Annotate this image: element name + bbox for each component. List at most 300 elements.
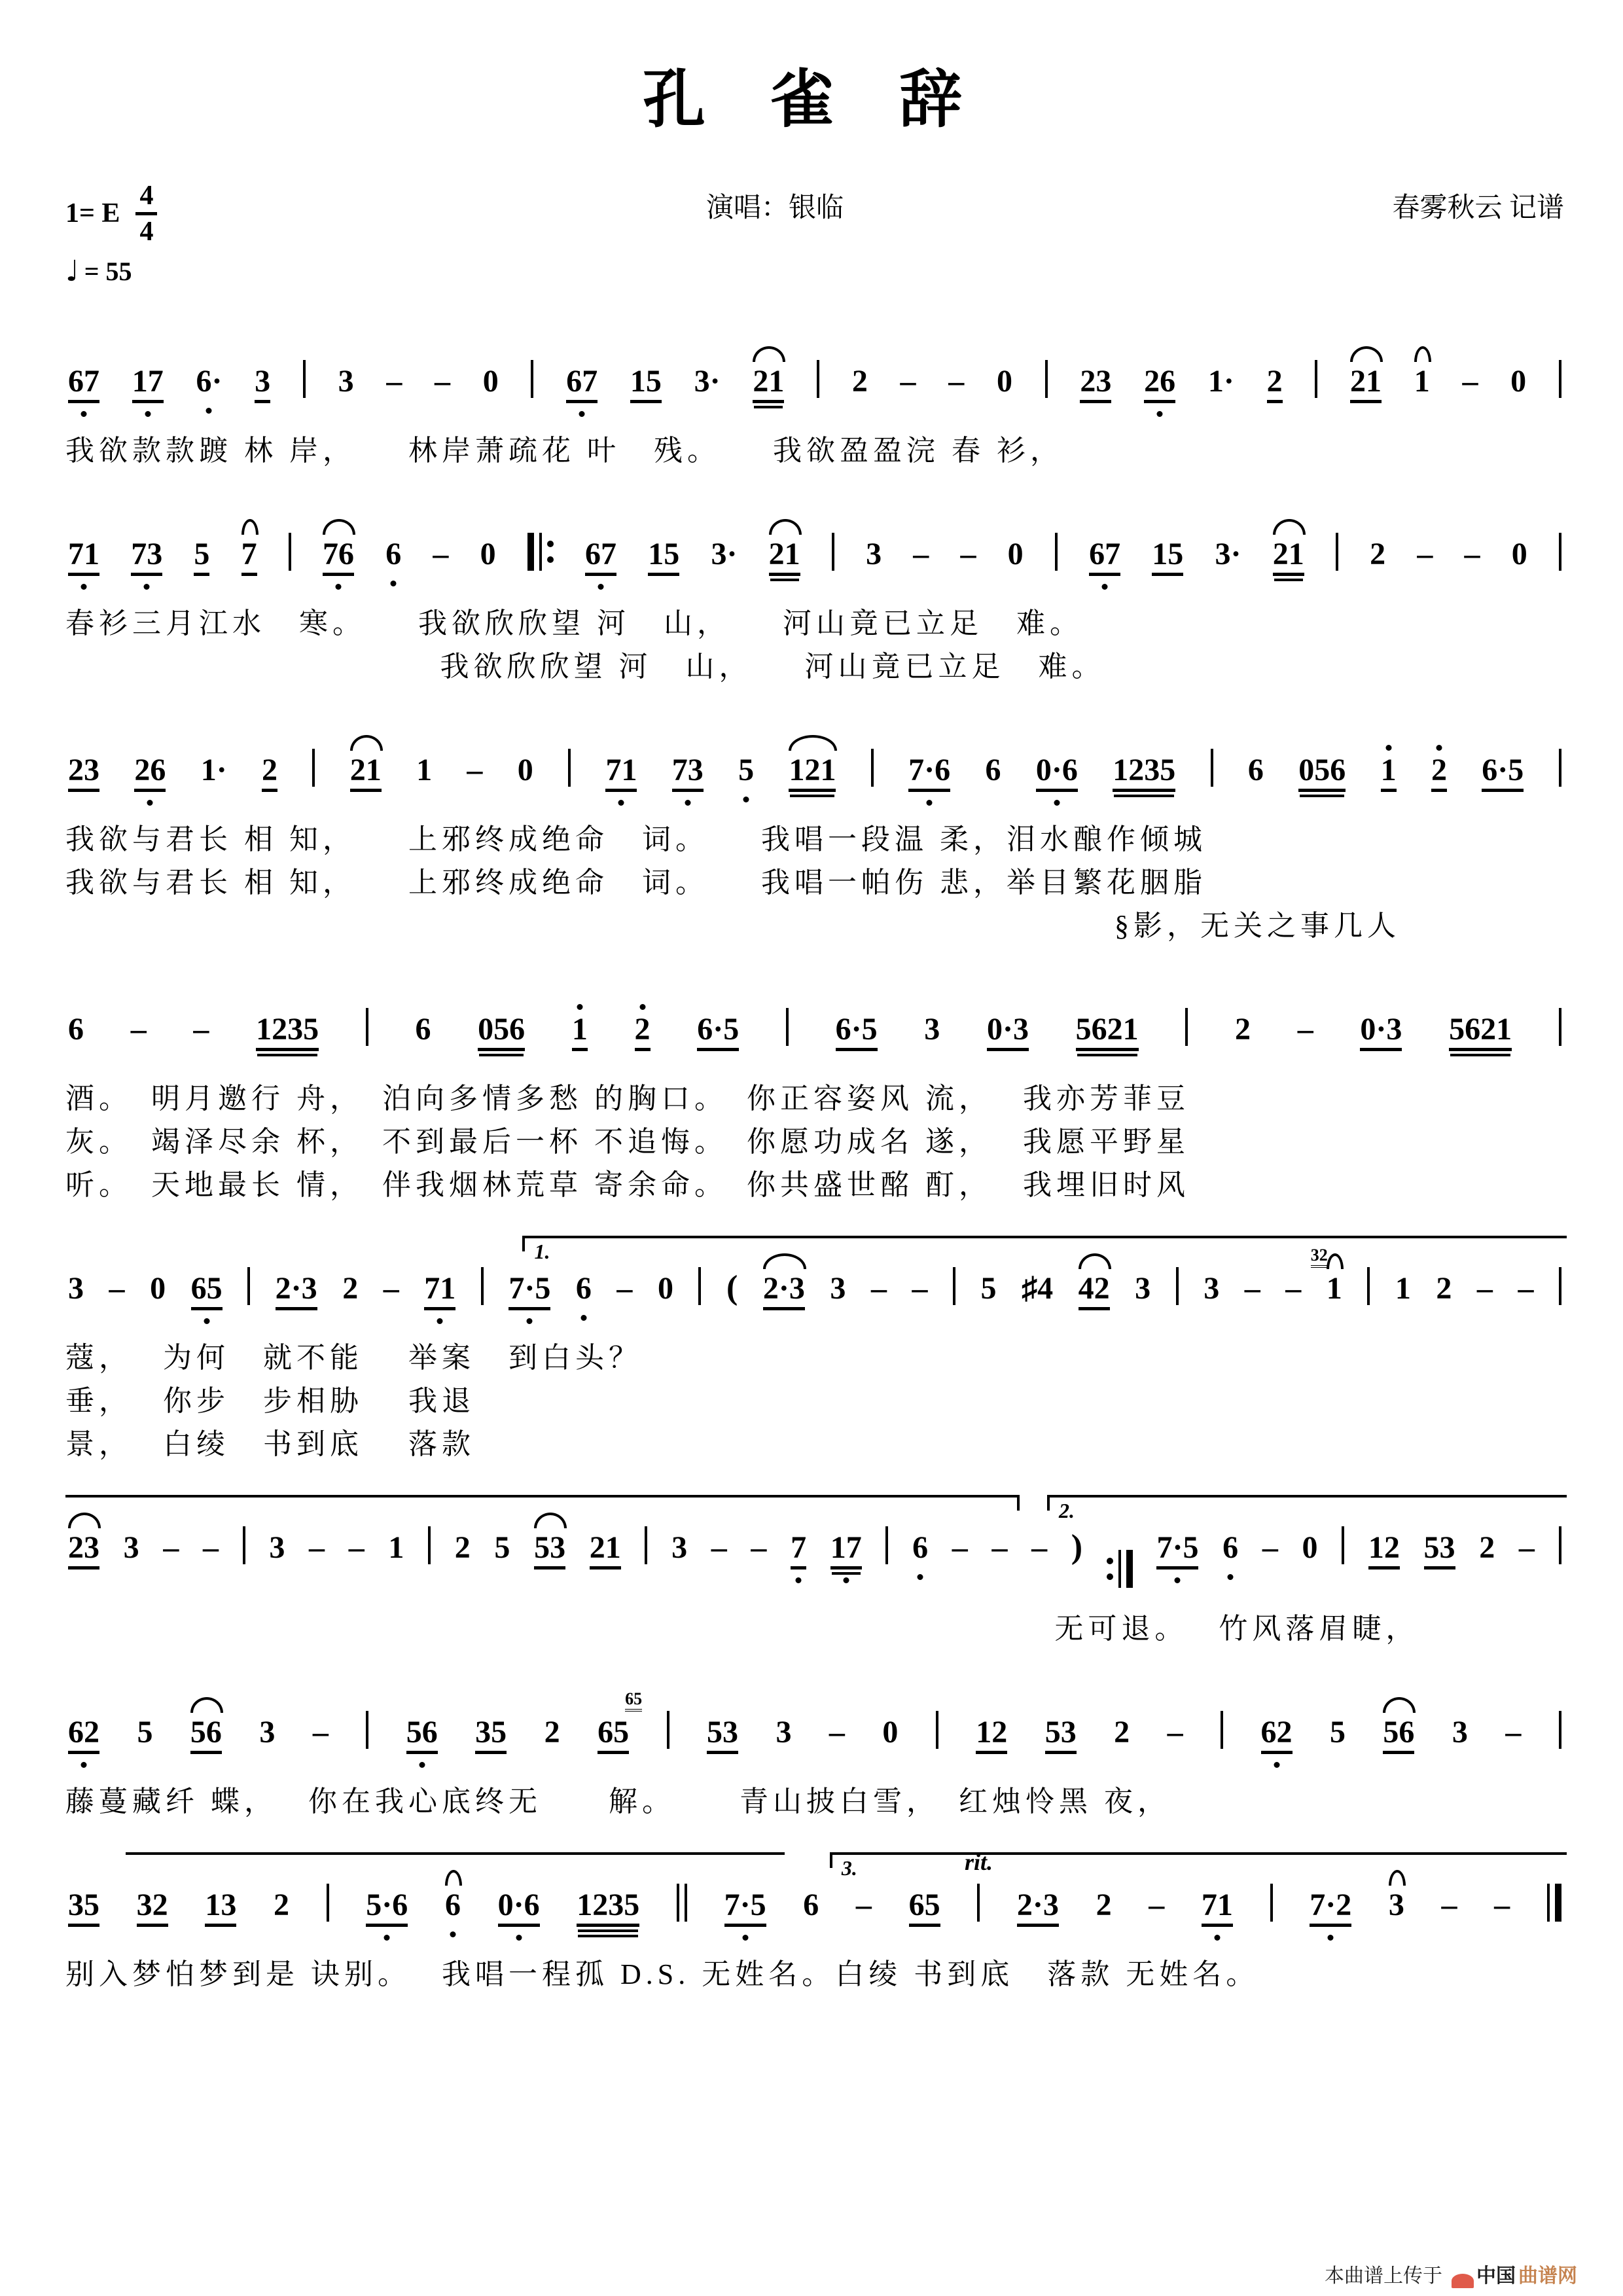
octave-dot-below	[918, 1574, 923, 1580]
barline	[568, 749, 571, 787]
slur-arc	[350, 735, 383, 751]
note-number: 2	[1479, 1530, 1495, 1565]
duration-dash: –	[203, 1530, 219, 1565]
slur-arc	[1389, 1870, 1406, 1886]
note-number: 1235	[1113, 755, 1175, 792]
barline	[1221, 1711, 1223, 1749]
note-number: 0	[480, 536, 496, 571]
note-number: 65	[191, 1273, 223, 1310]
lyric-row: 灰。 竭泽尽余 杯， 不到最后一杯 不追悔。 你愿功成名 遂， 我愿平野星	[65, 1125, 1190, 1158]
duration-dash: –	[960, 536, 976, 571]
note-number: 2	[1096, 1887, 1112, 1922]
note-number: 21	[1350, 366, 1382, 403]
note-token	[575, 1270, 592, 1307]
note-token	[1360, 1011, 1402, 1051]
lyric-row: 听。 天地最长 情， 伴我烟林荒草 寄余命。 你共盛世酩 酊， 我埋旧时风	[65, 1168, 1190, 1201]
duration-dash: –	[1441, 1887, 1457, 1922]
transcriber-credit: 春雾秋云 记谱	[1392, 192, 1564, 223]
note-number: 5	[980, 1270, 997, 1306]
barline	[871, 749, 874, 787]
duration-dash: –	[435, 363, 451, 399]
octave-dot-below	[384, 1935, 390, 1941]
note-token	[1007, 536, 1024, 573]
barline	[366, 1711, 368, 1749]
barline	[1342, 1526, 1344, 1564]
octave-dot-below	[742, 1935, 748, 1941]
system-7	[65, 1670, 1564, 1823]
final-barline-part	[1547, 1884, 1550, 1922]
note-token	[475, 1714, 507, 1754]
note-number: 5	[494, 1530, 510, 1565]
duration-dash: –	[711, 1530, 727, 1565]
note-token	[275, 1270, 317, 1310]
note-number: 73	[672, 755, 704, 792]
tempo-value: = 55	[84, 256, 132, 286]
duration-dash: –	[1262, 1530, 1278, 1565]
note-number: 2	[342, 1270, 359, 1306]
note-token	[1016, 1887, 1059, 1927]
octave-dot-below	[437, 1318, 443, 1324]
note-token	[136, 1887, 168, 1927]
note-number: 21	[1273, 539, 1304, 576]
volta-label: 3.	[841, 1856, 857, 1880]
note-token	[789, 752, 836, 792]
note-number: 6	[912, 1530, 929, 1565]
note-token	[706, 1714, 738, 1754]
note-number: 6	[415, 1011, 431, 1047]
note-number: 0·6	[498, 1890, 540, 1927]
note-number: 21	[753, 366, 784, 403]
slur-arc	[534, 1513, 567, 1528]
slur-arc	[323, 519, 355, 535]
note-row	[65, 967, 1564, 1077]
system-2	[65, 492, 1564, 689]
note-number: 7·5	[724, 1890, 766, 1927]
note-token	[259, 1714, 276, 1751]
watermark-text: 本曲谱上传于	[1325, 2265, 1442, 2287]
note-token	[1350, 363, 1382, 403]
duration-dash: –	[948, 363, 965, 399]
note-token	[508, 1270, 551, 1310]
duration-dash: –	[109, 1270, 125, 1306]
note-token	[738, 752, 755, 789]
note-number: 6	[1222, 1530, 1239, 1565]
note-token	[1436, 1270, 1452, 1307]
slur-arc	[763, 1253, 806, 1269]
note-token	[671, 1532, 687, 1566]
note-token	[1388, 1887, 1404, 1924]
duration-dash: –	[870, 1270, 887, 1306]
double-barline-part	[685, 1884, 687, 1922]
barline	[1211, 749, 1213, 787]
barline	[786, 1008, 789, 1046]
note-token	[776, 1714, 792, 1751]
note-number: 6	[575, 1270, 592, 1306]
phrase-paren: )	[1071, 1528, 1083, 1566]
note-token	[1370, 536, 1386, 573]
note-token	[262, 752, 278, 792]
note-token	[1144, 363, 1176, 403]
barline	[428, 1526, 431, 1564]
octave-dot-below	[1102, 584, 1108, 590]
system-5	[65, 1227, 1564, 1466]
note-number: 35	[68, 1890, 99, 1927]
lyric-row: 酒。 明月邀行 舟， 泊向多情多愁 的胸口。 你正容姿风 流， 我亦芳菲豆	[65, 1082, 1190, 1115]
note-number: 6	[985, 752, 1001, 787]
duration-dash: –	[1285, 1270, 1302, 1306]
note-token	[1449, 1011, 1512, 1051]
note-number: 6	[444, 1887, 461, 1922]
note-number: 26	[134, 755, 166, 792]
barline	[1559, 1267, 1561, 1305]
note-token	[1452, 1714, 1468, 1751]
duration-dash: –	[1518, 1270, 1534, 1306]
note-row	[65, 492, 1564, 602]
barline	[1559, 1008, 1561, 1046]
note-token	[134, 752, 166, 792]
note-token	[196, 363, 223, 400]
note-token	[455, 1532, 471, 1566]
note-number: 6·5	[697, 1014, 739, 1051]
octave-dot-below	[1214, 1935, 1220, 1941]
note-number: 2	[1267, 366, 1283, 403]
note-number: 12	[976, 1717, 1007, 1754]
note-token	[269, 1532, 285, 1566]
lyric-row: 我欲欣欣望 河 山， 河山竟已立足 难。	[440, 650, 1105, 683]
key-signature	[65, 182, 157, 245]
note-number: 21	[769, 539, 800, 576]
note-token	[255, 363, 271, 403]
note-token	[68, 1887, 99, 1927]
meter-bottom: 4	[139, 216, 154, 247]
note-token	[753, 363, 785, 403]
barline	[312, 749, 315, 787]
note-number: 6	[385, 536, 402, 571]
tempo-text: rit.	[965, 1848, 993, 1875]
barline	[303, 360, 306, 398]
note-token	[388, 1532, 404, 1566]
duration-dash: –	[1518, 1530, 1535, 1565]
note-token	[68, 363, 99, 403]
duration-dash: –	[383, 1270, 399, 1306]
note-token	[1035, 752, 1078, 792]
duration-dash: –	[1464, 536, 1480, 571]
note-number: 2	[454, 1530, 471, 1565]
note-number: 7	[791, 1532, 806, 1570]
duration-dash: –	[1476, 1270, 1493, 1306]
note-number: 0	[1511, 536, 1527, 571]
barline	[1559, 749, 1561, 787]
dot	[1107, 1573, 1113, 1580]
duration-dash: –	[1149, 1887, 1165, 1922]
barline	[247, 1267, 250, 1305]
octave-dot-below	[419, 1762, 425, 1768]
octave-dot-below	[81, 411, 87, 417]
note-number: 3	[68, 1270, 84, 1306]
note-number: 0	[1302, 1530, 1318, 1565]
note-token	[1044, 1714, 1077, 1754]
duration-dash: –	[312, 1714, 329, 1749]
note-token	[1395, 1270, 1411, 1307]
note-number: 21	[590, 1532, 621, 1570]
note-number: 3	[924, 1011, 940, 1047]
barline	[977, 1884, 980, 1922]
duration-dash: –	[130, 1011, 147, 1047]
note-number: 0	[517, 752, 533, 787]
note-number: 1	[388, 1530, 404, 1565]
note-number: 53	[1424, 1532, 1455, 1570]
note-number: 3	[866, 536, 882, 571]
note-number: 2	[1235, 1011, 1251, 1047]
system-4	[65, 967, 1564, 1207]
note-token	[131, 536, 163, 576]
note-token	[1302, 1532, 1318, 1566]
duration-dash: –	[751, 1530, 767, 1565]
duration-dash: –	[467, 752, 483, 787]
octave-dot-below	[516, 1935, 522, 1941]
note-number: 0	[150, 1270, 166, 1306]
octave-dot-below	[579, 411, 585, 417]
barline	[1185, 1008, 1188, 1046]
barline	[1045, 360, 1048, 398]
site-logo-site: 曲谱网	[1518, 2265, 1577, 2287]
note-number: 7·5	[1156, 1532, 1198, 1570]
note-number: 71	[68, 539, 99, 576]
duration-dash: –	[912, 1270, 928, 1306]
note-token	[851, 363, 868, 400]
note-number: 17	[830, 1532, 862, 1570]
time-signature	[135, 182, 157, 245]
note-number: 1235	[256, 1014, 319, 1051]
barline	[667, 1711, 669, 1749]
barline	[1055, 533, 1058, 571]
note-number: 76	[323, 539, 354, 576]
note-token	[1260, 1714, 1293, 1754]
barline	[832, 533, 834, 571]
note-token	[724, 1887, 766, 1927]
note-token	[976, 1714, 1008, 1754]
note-number: 5621	[1076, 1014, 1139, 1051]
grace-note: 65	[625, 1691, 642, 1712]
note-token	[605, 752, 637, 792]
note-token	[694, 363, 721, 400]
note-token	[1310, 1245, 1342, 1307]
duration-dash: –	[348, 1530, 365, 1565]
system-8	[65, 1843, 1564, 1996]
note-token	[205, 1887, 237, 1927]
barline	[243, 1526, 245, 1564]
lyric-row: 我欲与君长 相 知， 上邪终成绝命 词。 我唱一段温 柔，泪水酿作倾城	[65, 823, 1207, 855]
note-token	[1482, 752, 1524, 792]
octave-dot-below	[843, 1577, 849, 1583]
note-number: 2	[262, 755, 277, 792]
note-number: 13	[205, 1890, 236, 1927]
duration-dash: –	[913, 536, 929, 571]
note-number: 56	[190, 1717, 222, 1754]
octave-dot-below	[81, 1762, 87, 1768]
note-number: 65	[909, 1890, 940, 1927]
note-token	[1266, 363, 1283, 403]
note-token	[835, 1011, 878, 1051]
note-number: ♯4	[1022, 1270, 1054, 1306]
barline	[698, 1267, 701, 1305]
note-number: 5	[194, 539, 209, 576]
note-token	[366, 1887, 408, 1927]
duration-dash: –	[1297, 1011, 1313, 1047]
octave-dot-below	[145, 411, 151, 417]
note-token	[342, 1270, 359, 1307]
lyric-row: §影，无关之事几人	[1115, 909, 1400, 942]
note-token	[200, 752, 227, 789]
note-number: 0·3	[1360, 1014, 1402, 1051]
note-token	[996, 363, 1012, 400]
note-number: 3	[1135, 1270, 1151, 1306]
note-number: 3·	[711, 536, 738, 571]
watermark	[1325, 2259, 1577, 2288]
note-token	[480, 536, 496, 573]
note-token	[597, 1689, 643, 1754]
lyric-row: 藤蔓藏纤 蝶， 你在我心底终无 解。 青山披白雪， 红烛怜黑 夜，	[65, 1785, 1171, 1818]
octave-dot-below	[1274, 1762, 1279, 1768]
octave-dot-below	[598, 584, 604, 590]
note-number: 3	[123, 1530, 139, 1565]
octave-dot-below	[1157, 411, 1163, 417]
note-number: 1	[1381, 755, 1397, 792]
note-number: 62	[68, 1717, 99, 1754]
note-token	[482, 363, 499, 400]
note-number: 2	[1431, 755, 1447, 792]
note-token	[1235, 1011, 1251, 1048]
note-token	[416, 752, 433, 789]
barline	[289, 533, 291, 571]
note-token	[1424, 1532, 1455, 1570]
note-number: 1235	[577, 1890, 639, 1927]
duration-dash: –	[1462, 363, 1478, 399]
song-title: 孔 雀 辞	[643, 65, 987, 135]
volta-label: 2.	[1058, 1498, 1075, 1522]
note-token	[830, 1532, 862, 1570]
note-number: 71	[1202, 1890, 1233, 1927]
repeat-end-part	[1118, 1550, 1121, 1588]
site-logo	[1452, 2259, 1577, 2288]
note-token	[648, 536, 680, 576]
octave-dot-below	[685, 800, 690, 806]
octave-dot-below	[336, 584, 342, 590]
octave-dot-below	[927, 800, 933, 806]
dot	[547, 556, 554, 563]
note-token	[68, 1270, 84, 1307]
note-token	[1247, 752, 1264, 789]
duration-dash: –	[1494, 1887, 1510, 1922]
dot	[547, 541, 554, 547]
note-number: 23	[68, 755, 99, 792]
note-token	[1096, 1887, 1112, 1924]
volta-bracket	[1047, 1495, 1567, 1522]
system-6	[65, 1486, 1564, 1651]
octave-dot-below	[580, 1315, 586, 1321]
note-number: 0·6	[1036, 755, 1078, 792]
duration-dash: –	[193, 1011, 209, 1047]
note-number: 5	[137, 1714, 153, 1749]
note-number: 2·3	[763, 1273, 805, 1310]
barline	[1270, 1884, 1273, 1922]
barline	[481, 1267, 484, 1305]
note-number: 53	[534, 1532, 565, 1570]
note-token	[585, 536, 617, 576]
note-token	[630, 363, 662, 403]
note-token	[1298, 752, 1346, 792]
note-number: 67	[68, 366, 99, 403]
duration-dash: –	[1244, 1270, 1260, 1306]
singer-credit: 演唱：银临	[705, 192, 844, 223]
lyric-row: 蔻， 为何 就不能 举案 到白头？	[65, 1341, 642, 1374]
note-number: 5	[738, 752, 755, 787]
octave-dot-above	[1436, 745, 1442, 751]
note-number: 0	[1510, 363, 1527, 399]
note-token	[985, 752, 1001, 789]
note-token	[571, 1011, 588, 1051]
site-logo-cn: 中国	[1476, 2265, 1516, 2287]
note-number: 5	[1329, 1714, 1346, 1749]
note-token	[1022, 1270, 1054, 1307]
note-number: 1	[1395, 1270, 1411, 1306]
note-number: 0	[482, 363, 499, 399]
repeat-end	[1107, 1550, 1133, 1588]
octave-dot-below	[81, 584, 87, 590]
note-token	[68, 1532, 99, 1570]
note-token	[124, 1532, 139, 1566]
slur-arc	[241, 519, 259, 535]
meta-row	[65, 182, 1564, 288]
note-number: 7·5	[508, 1273, 550, 1310]
barline	[531, 360, 533, 398]
slur-arc	[769, 519, 802, 535]
note-number: 056	[478, 1014, 525, 1051]
slur-arc	[1383, 1697, 1416, 1713]
note-number: 3	[255, 366, 270, 403]
note-number: 67	[585, 539, 616, 576]
note-token	[634, 1011, 651, 1051]
duration-dash: –	[952, 1530, 968, 1565]
octave-dot-above	[577, 1004, 582, 1010]
note-token	[349, 752, 382, 792]
note-token	[385, 536, 402, 573]
lyric-row: 春衫三月江水 寒。 我欲欣欣望 河 山， 河山竟已立足 难。	[65, 607, 1083, 639]
note-token	[1114, 1714, 1130, 1751]
double-barline-part	[677, 1884, 679, 1922]
note-token	[830, 1270, 846, 1307]
barline	[1176, 1267, 1179, 1305]
note-number: 1	[572, 1014, 588, 1051]
note-token	[590, 1532, 621, 1570]
octave-dot-above	[639, 1004, 645, 1010]
barline	[1559, 360, 1561, 398]
note-number: 2	[635, 1014, 651, 1051]
note-number: 12	[1368, 1532, 1400, 1570]
octave-dot-below	[1054, 800, 1060, 806]
octave-dot-below	[527, 1318, 533, 1324]
duration-dash: –	[900, 363, 916, 399]
note-token	[273, 1887, 289, 1924]
repeat-begin-dots	[547, 533, 554, 571]
note-token	[68, 752, 99, 792]
note-token	[671, 752, 704, 792]
barline	[1559, 533, 1561, 571]
barline	[1336, 533, 1338, 571]
note-number: 5621	[1449, 1014, 1512, 1051]
duration-dash: –	[386, 363, 402, 399]
final-barline-part	[1555, 1884, 1561, 1922]
